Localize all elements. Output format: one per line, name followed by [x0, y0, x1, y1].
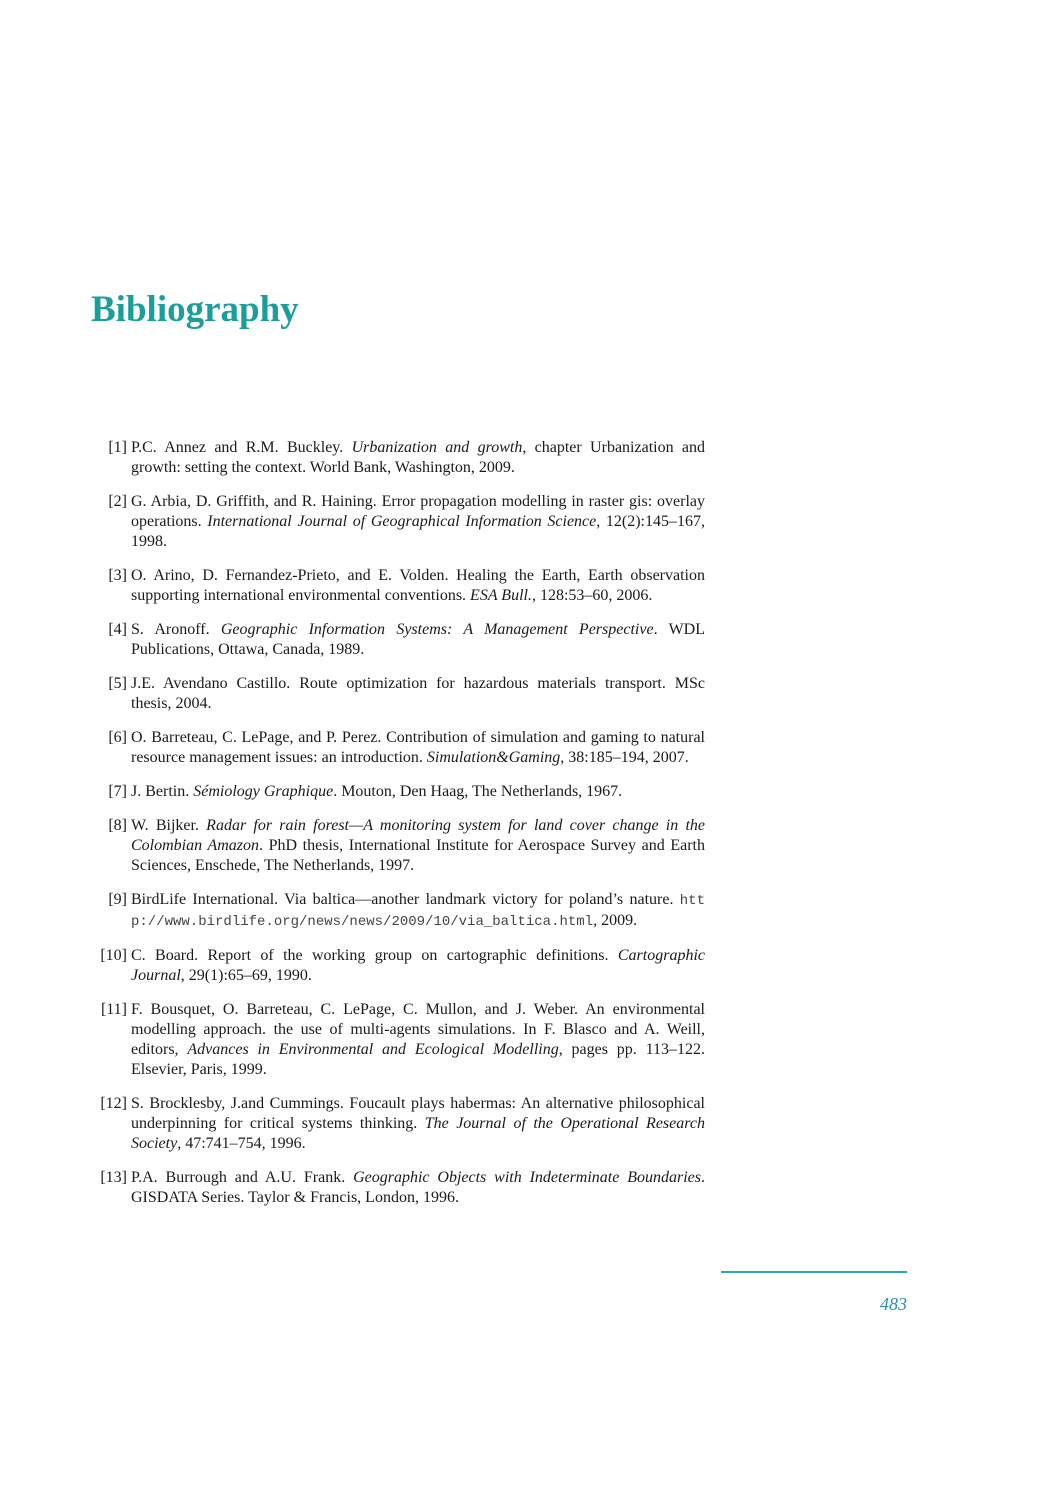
reference-entry: [91, 1000, 705, 1080]
reference-number: [4]: [108, 621, 127, 638]
reference-text: S. Aronoff. Geographic Information Systems: A Management Perspective. WDL Publications, Ottawa, Canada, 1989.: [131, 621, 705, 658]
page-title: Bibliography: [91, 289, 299, 330]
reference-text: O. Arino, D. Fernandez-Prieto, and E. Volden. Healing the Earth, Earth observation supporting international environmental conventions. ESA Bull., 128:53–60, 2006.: [131, 567, 705, 604]
reference-entry: [91, 492, 705, 552]
reference-number: [7]: [108, 783, 127, 800]
reference-entry: [91, 566, 705, 606]
reference-number: [2]: [108, 493, 127, 510]
reference-number: [8]: [108, 817, 127, 834]
reference-number: [6]: [108, 729, 127, 746]
reference-entry: [91, 782, 705, 802]
reference-entry: [91, 946, 705, 986]
reference-text: P.A. Burrough and A.U. Frank. Geographic Objects with Indeterminate Boundaries. GISDATA Series. Taylor & Francis, London, 1996.: [131, 1169, 705, 1206]
footer-divider: [721, 1271, 907, 1273]
reference-text: W. Bijker. Radar for rain forest—A monitoring system for land cover change in the Colombian Amazon. PhD thesis, International Institute for Aerospace Survey and Earth Sciences, Enschede, The Netherlands, 1997.: [131, 817, 705, 874]
reference-entry: [91, 890, 705, 932]
reference-entry: [91, 620, 705, 660]
reference-number: [11]: [100, 1001, 127, 1018]
reference-entry: [91, 1168, 705, 1208]
reference-number: [5]: [108, 675, 127, 692]
reference-text: G. Arbia, D. Griffith, and R. Haining. Error propagation modelling in raster gis: overlay operations. International Journal of Geographical Information Science, 12(2):145–167, 1998.: [131, 493, 705, 550]
reference-number: [13]: [100, 1169, 127, 1186]
reference-number: [3]: [108, 567, 127, 584]
reference-number: [1]: [108, 439, 127, 456]
reference-entry: [91, 1094, 705, 1154]
bibliography-list: [91, 438, 705, 1222]
reference-text: S. Brocklesby, J.and Cummings. Foucault plays habermas: An alternative philosophical underpinning for critical systems thinking. The Journal of the Operational Research Society, 47:741–754, 1996.: [131, 1095, 705, 1152]
page-number: 483: [880, 1294, 907, 1314]
reference-text: P.C. Annez and R.M. Buckley. Urbanization and growth, chapter Urbanization and growth: setting the context. World Bank, Washington, 2009.: [131, 439, 706, 476]
reference-entry: [91, 816, 705, 876]
reference-text: J.E. Avendano Castillo. Route optimization for hazardous materials transport. MSc thesis, 2004.: [131, 675, 705, 712]
reference-number: [10]: [100, 947, 127, 964]
reference-number: [9]: [108, 891, 127, 908]
reference-number: [12]: [100, 1095, 127, 1112]
reference-text: O. Barreteau, C. LePage, and P. Perez. Contribution of simulation and gaming to natural resource management issues: an introduction. Simulation&Gaming, 38:185–194, 2007.: [131, 729, 705, 766]
reference-entry: [91, 438, 705, 478]
reference-text: C. Board. Report of the working group on cartographic definitions. Cartographic Journal, 29(1):65–69, 1990.: [131, 947, 705, 984]
reference-url-link[interactable]: http://www.birdlife.org/news/news/2009/10/via_baltica.html: [131, 893, 705, 930]
reference-text: BirdLife International. Via baltica—another landmark victory for poland’s nature. http://www.birdlife.org/news/news/2009/10/via_baltica.html, 2009.: [131, 891, 705, 930]
reference-text: F. Bousquet, O. Barreteau, C. LePage, C. Mullon, and J. Weber. An environmental modelling approach. the use of multi-agents simulations. In F. Blasco and A. Weill, editors, Advances in Environmental and Ecological Modelling, pages pp. 113–122. Elsevier, Paris, 1999.: [131, 1001, 705, 1078]
reference-text: J. Bertin. Sémiology Graphique. Mouton, Den Haag, The Netherlands, 1967.: [131, 783, 623, 800]
reference-entry: [91, 674, 705, 714]
reference-entry: [91, 728, 705, 768]
